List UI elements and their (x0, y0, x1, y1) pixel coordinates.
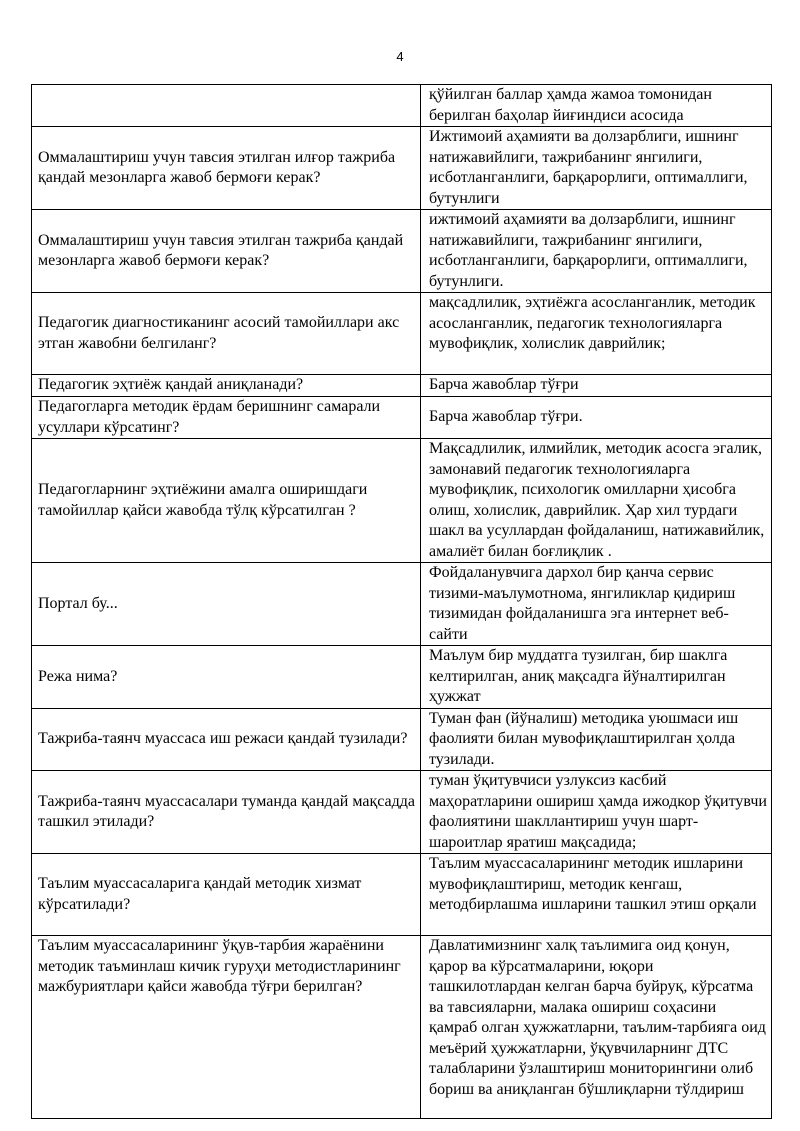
table-row (32, 771, 772, 854)
table-row (32, 127, 772, 210)
answer-cell: Давлатимизнинг халқ таълимига оид қонун, қарор ва кўрсатмаларини, юқори ташкилотлардан келган барча буйруқ, кўрсатма ва тавсияларни, малака ошириш соҳасини қамраб олган ҳужжатларни, таълим-тарбияга оид меъёрий ҳужжатларни, ўқувчиларнинг ДТС талабларини ўзлаштириш мониторингини олиб бориш ва аниқланган бўшлиқларни тўлдириш (421, 936, 772, 1119)
table-row (32, 646, 772, 709)
answer-cell: туман ўқитувчиси узлуксиз касбий маҳоратларини ошириш ҳамда ижодкор ўқитувчи фаолиятини шакллантириш учун шарт-шароитлар яратиш мақсадида; (421, 771, 772, 854)
question-cell: Педагогларга методик ёрдам беришнинг самарали усуллари кўрсатинг? (32, 397, 421, 439)
table-row (32, 936, 772, 1119)
question-cell: Оммалаштириш учун тавсия этилган тажриба қандай мезонларга жавоб бермоғи керак? (32, 210, 421, 293)
qa-table (31, 84, 772, 1119)
answer-cell: қўйилган баллар ҳамда жамоа томонидан берилган баҳолар йиғиндиси асосида (421, 85, 772, 127)
question-cell (32, 85, 421, 127)
table-row (32, 397, 772, 439)
answer-cell: Маълум бир муддатга тузилган, бир шаклга келтирилган, аниқ мақсадга йўналтирилган ҳужжат (421, 646, 772, 709)
question-cell: Таълим муассасаларига қандай методик хизмат кўрсатилади? (32, 854, 421, 936)
answer-cell: Барча жавоблар тўғри (421, 375, 772, 397)
table-row (32, 854, 772, 936)
question-cell: Тажриба-таянч муассасалари туманда қандай мақсадда ташкил этилади? (32, 771, 421, 854)
question-cell: Тажриба-таянч муассаса иш режаси қандай тузилади? (32, 708, 421, 771)
question-cell: Оммалаштириш учун тавсия этилган илғор тажриба қандай мезонларга жавоб бермоғи керак? (32, 127, 421, 210)
answer-cell: Мақсадлилик, илмийлик, методик асосга эгалик, замонавий педагогик технологияларга мувофиқлик, психологик омилларни ҳисобга олиш, холислик, даврийлик. Ҳар хил турдаги шакл ва усуллардан фойдаланиш, натижавийлик, амалиёт билан боғлиқлик . (421, 439, 772, 563)
table-row (32, 210, 772, 293)
question-cell: Портал бу... (32, 563, 421, 646)
table-row (32, 563, 772, 646)
page-number: 4 (396, 49, 404, 64)
table-row (32, 293, 772, 375)
table-row (32, 375, 772, 397)
answer-cell: Фойдаланувчига дархол бир қанча сервис тизими-маълумотнома, янгиликлар қидириш тизимидан фойдаланишга эга интернет веб-сайти (421, 563, 772, 646)
answer-cell: Туман фан (йўналиш) методика уюшмаси иш фаолияти билан мувофиқлаштирилган ҳолда тузилади. (421, 708, 772, 771)
answer-cell: ижтимоий аҳамияти ва долзарблиги, ишнинг натижавийлиги, тажрибанинг янгилиги, исботланганлиги, барқарорлиги, оптималлиги, бутунлиги. (421, 210, 772, 293)
question-cell: Таълим муассасаларининг ўқув-тарбия жараёнини методик таъминлаш кичик гуруҳи методистларининг мажбуриятлари қайси жавобда тўғри берилган? (32, 936, 421, 1119)
answer-cell: Барча жавоблар тўғри. (421, 397, 772, 439)
answer-cell: Таълим муассасаларининг методик ишларини мувофиқлаштириш, методик кенгаш, методбирлашма ишларини ташкил этиш орқали (421, 854, 772, 936)
question-cell: Режа нима? (32, 646, 421, 709)
question-cell: Педагогларнинг эҳтиёжини амалга оширишдаги тамойиллар қайси жавобда тўлқ кўрсатилган ? (32, 439, 421, 563)
table-row (32, 439, 772, 563)
answer-cell: Ижтимоий аҳамияти ва долзарблиги, ишнинг натижавийлиги, тажрибанинг янгилиги, исботланганлиги, барқарорлиги, оптималлиги, бутунлиги (421, 127, 772, 210)
question-cell: Педагогик эҳтиёж қандай аниқланади? (32, 375, 421, 397)
answer-cell: мақсадлилик, эҳтиёжга асосланганлик, методик асосланганлик, педагогик технологияларга мувофиқлик, холислик даврийлик; (421, 293, 772, 375)
question-cell: Педагогик диагностиканинг асосий тамойиллари акс этган жавобни белгиланг? (32, 293, 421, 375)
table-row (32, 85, 772, 127)
table-row (32, 708, 772, 771)
